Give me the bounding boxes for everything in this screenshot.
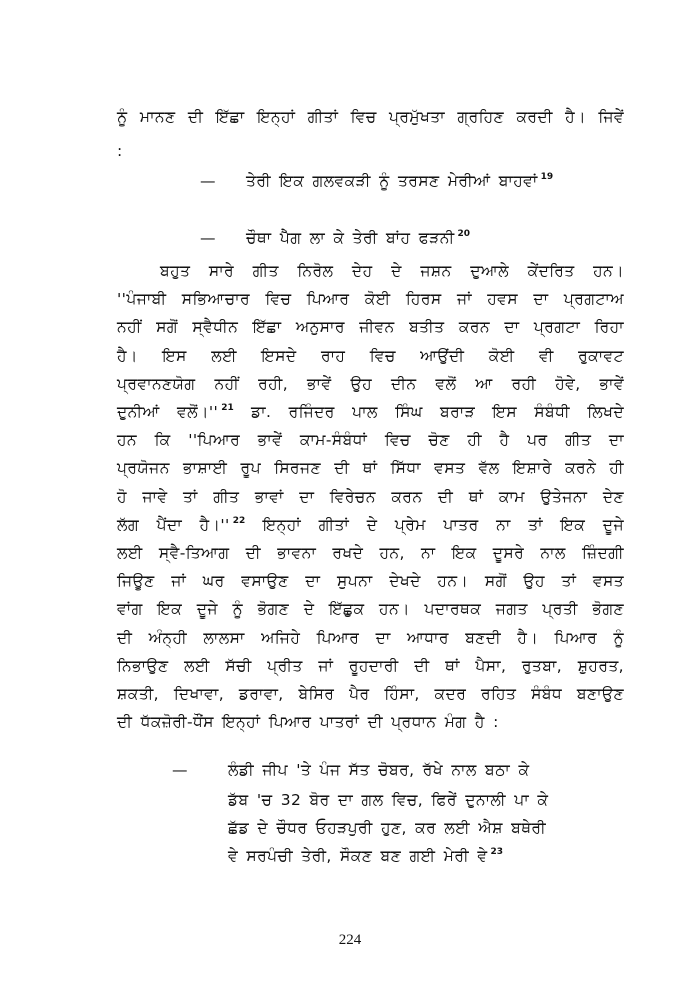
text-segment: ਇਨ੍ਹਾਂ ਗੀਤਾਂ ਦੇ ਪ੍ਰੇਮ ਪਾਤਰ ਨਾ ਤਾਂ ਇਕ ਦੂਜੇ (262, 516, 624, 534)
text-segment: ਡਾ. ਰਜਿੰਦਰ ਪਾਲ ਸਿੰਘ ਬਰਾੜ ਇਸ ਸੰਬੰਧੀ ਲਿਖਦੇ (251, 403, 624, 421)
text-segment: ਹਨ ਕਿ ''ਪਿਆਰ ਭਾਵੇਂ ਕਾਮ-ਸੰਬੰਧਾਂ ਵਿਚ ਚੋਣ ਹੀ ਹੈ ਪਰ ਗੀਤ ਦਾ (117, 431, 624, 449)
text-segment: ਲਈ ਸ੍ਵੈ-ਤਿਆਗ ਦੀ ਭਾਵਨਾ ਰਖਦੇ ਹਨ, ਨਾ ਇਕ ਦੂਸਰੇ ਨਾਲ ਜ਼ਿੰਦਗੀ (117, 544, 624, 562)
quote-line (228, 846, 503, 866)
paragraph-line (117, 289, 624, 309)
footnote-ref: 23 (490, 847, 503, 857)
text-segment: ਜਿਊਣ ਜਾਂ ਘਰ ਵਸਾਉਣ ਦਾ ਸੁਪਨਾ ਦੇਖਦੇ ਹਨ। ਸਗੋਂ ਉਹ ਤਾਂ ਵਸਤ (117, 572, 624, 590)
footnote-ref: 21 (221, 403, 234, 413)
paragraph-line (117, 402, 624, 422)
paragraph-line (117, 684, 624, 704)
text-segment: ਸ਼ਕਤੀ, ਦਿਖਾਵਾ, ਡਰਾਵਾ, ਬੇਸਿਰ ਪੈਰ ਹਿੰਸਾ, ਕਦਰ ਰਹਿਤ ਸੰਬੰਧ ਬਣਾਉਣ (117, 685, 624, 703)
quote-text: ਵੇ ਸਰਪੰਚੀ ਤੇਰੀ, ਸੌਕਣ ਬਣ ਗਈ ਮੇਰੀ ਵੇ (228, 847, 488, 865)
quote-text: ਚੌਥਾ ਪੈੱਗ ਲਾ ਕੇ ਤੇਰੀ ਬਾਂਹ ਫੜਨੀ (246, 229, 455, 247)
paragraph-line (117, 317, 624, 337)
page-number: 224 (338, 932, 362, 948)
text-segment: ਨਹੀਂ ਸਗੋਂ ਸ੍ਵੈਧੀਨ ਇੱਛਾ ਅਨੁਸਾਰ ਜੀਵਨ ਬਤੀਤ ਕਰਨ ਦਾ ਪ੍ਰਗਟਾ ਰਿਹਾ (117, 318, 624, 336)
paragraph-line (117, 487, 624, 507)
footnote-ref: 20 (457, 229, 471, 239)
paragraph-line (117, 656, 624, 676)
paragraph-line (117, 515, 624, 535)
text-line: ਨੂੰ ਮਾਨਣ ਦੀ ਇੱਛਾ ਇਨ੍ਹਾਂ ਗੀਤਾਂ ਵਿਚ ਪ੍ਰਮੁੱਖਤਾ ਗ੍ਰਹਿਣ ਕਰਦੀ ਹੈ। ਜਿਵੇਂ (117, 108, 624, 126)
footnote-ref: 19 (540, 172, 554, 182)
text-segment: ਪ੍ਰਯੋਜਨ ਭਾਸ਼ਾਈ ਰੂਪ ਸਿਰਜਣ ਦੀ ਥਾਂ ਸਿੱਧਾ ਵਸਤ ਵੱਲ ਇਸ਼ਾਰੇ ਕਰਨੇ ਹੀ (117, 459, 624, 477)
text-segment: ਹੋ ਜਾਵੇ ਤਾਂ ਗੀਤ ਭਾਵਾਂ ਦਾ ਵਿਰੇਚਨ ਕਰਨ ਦੀ ਥਾਂ ਕਾਮ ਉਤੇਜਨਾ ਦੇਣ (117, 488, 624, 506)
quote-line (172, 760, 529, 780)
quote-line (228, 818, 546, 838)
paragraph-line (117, 458, 624, 478)
paragraph-line (117, 346, 624, 366)
text-segment: ਹੈ। ਇਸ ਲਈ ਇਸਦੇ ਰਾਹ ਵਿਚ ਆਉਂਦੀ ਕੋਈ ਵੀ ਰੁਕਾਵਟ (117, 347, 624, 365)
quote-dash: — (172, 761, 188, 779)
quote-text: ਤੇਰੀ ਇਕ ਗਲਵਕੜੀ ਨੂੰ ਤਰਸਣ ਮੇਰੀਆਂ ਬਾਹਵਾਂ (246, 172, 538, 190)
footnote-ref: 22 (232, 516, 246, 526)
quote-text: ਛੱਡ ਦੇ ਚੌਧਰ ਓਹੜਪੁਰੀ ਹੁਣ, ਕਰ ਲਈ ਐਸ਼ ਬਥੇਰੀ (228, 819, 547, 837)
paragraph-line (117, 599, 624, 619)
paragraph-line (117, 571, 624, 591)
text-segment: ਬਹੁਤ ਸਾਰੇ ਗੀਤ ਨਿਰੋਲ ਦੇਹ ਦੇ ਜਸ਼ਨ ਦੁਆਲੇ ਕੇਂਦਰਿਤ ਹਨ। (160, 262, 624, 280)
quote-line (200, 171, 553, 191)
text-segment: ''ਪੰਜਾਬੀ ਸਭਿਆਚਾਰ ਵਿਚ ਪਿਆਰ ਕੋਈ ਹਿਰਸ ਜਾਂ ਹਵਸ ਦਾ ਪ੍ਰਗਟਾਅ (117, 290, 624, 308)
text-segment: ਲੱਗ ਪੈਂਦਾ ਹੈ।'' (117, 516, 230, 534)
paragraph-line (160, 261, 624, 281)
quote-text: ਡੱਬ 'ਚ 32 ਬੋਰ ਦਾ ਗਲ ਵਿਚ, ਫਿਰੇਂ ਦੁਨਾਲੀ ਪਾ ਕੇ (228, 791, 549, 809)
paragraph-line (117, 712, 499, 732)
text-line: : (117, 142, 123, 160)
quote-line (228, 790, 548, 810)
text-segment: ਦੀ ਅੰਨ੍ਹੀ ਲਾਲਸਾ ਅਜਿਹੇ ਪਿਆਰ ਦਾ ਆਧਾਰ ਬਣਦੀ ਹੈ। ਪਿਆਰ ਨੂੰ (117, 629, 624, 647)
paragraph-line (117, 543, 624, 563)
text-segment: ਵਾਂਗ ਇਕ ਦੂਜੇ ਨੂੰ ਭੋਗਣ ਦੇ ਇੱਛੁਕ ਹਨ। ਪਦਾਰਥਕ ਜਗਤ ਪ੍ਰਤੀ ਭੋਗਣ (117, 600, 624, 618)
paragraph-line (117, 374, 624, 394)
text-segment: ਪ੍ਰਵਾਨਣਯੋਗ ਨਹੀਂ ਰਹੀ, ਭਾਵੇਂ ਉਹ ਦੀਨ ਵਲੋਂ ਆ ਰਹੀ ਹੋਵੇ, ਭਾਵੇਂ (117, 375, 624, 393)
quote-dash: — (200, 229, 216, 247)
quote-text: ਲੰਡੀ ਜੀਪ 'ਤੇ ਪੰਜ ਸੱਤ ਚੋਬਰ, ਰੱਖੇ ਨਾਲ ਬਠਾ ਕੇ (228, 761, 530, 779)
paragraph-line (117, 628, 624, 648)
text-segment: ਦੁਨੀਆਂ ਵਲੋਂ।'' (117, 403, 219, 421)
paragraph-line (117, 430, 624, 450)
quote-line (200, 228, 470, 248)
text-segment: ਦੀ ਧੱਕਜ਼ੋਰੀ-ਧੌਂਸ ਇਨ੍ਹਾਂ ਪਿਆਰ ਪਾਤਰਾਂ ਦੀ ਪ੍ਰਧਾਨ ਮੰਗ ਹੈ : (117, 713, 499, 731)
quote-dash: — (200, 172, 216, 190)
text-segment: ਨਿਭਾਉਣ ਲਈ ਸੱਚੀ ਪ੍ਰੀਤ ਜਾਂ ਰੂਹਦਾਰੀ ਦੀ ਥਾਂ ਪੈਸਾ, ਰੁਤਬਾ, ਸ਼ੁਹਰਤ, (117, 657, 624, 675)
